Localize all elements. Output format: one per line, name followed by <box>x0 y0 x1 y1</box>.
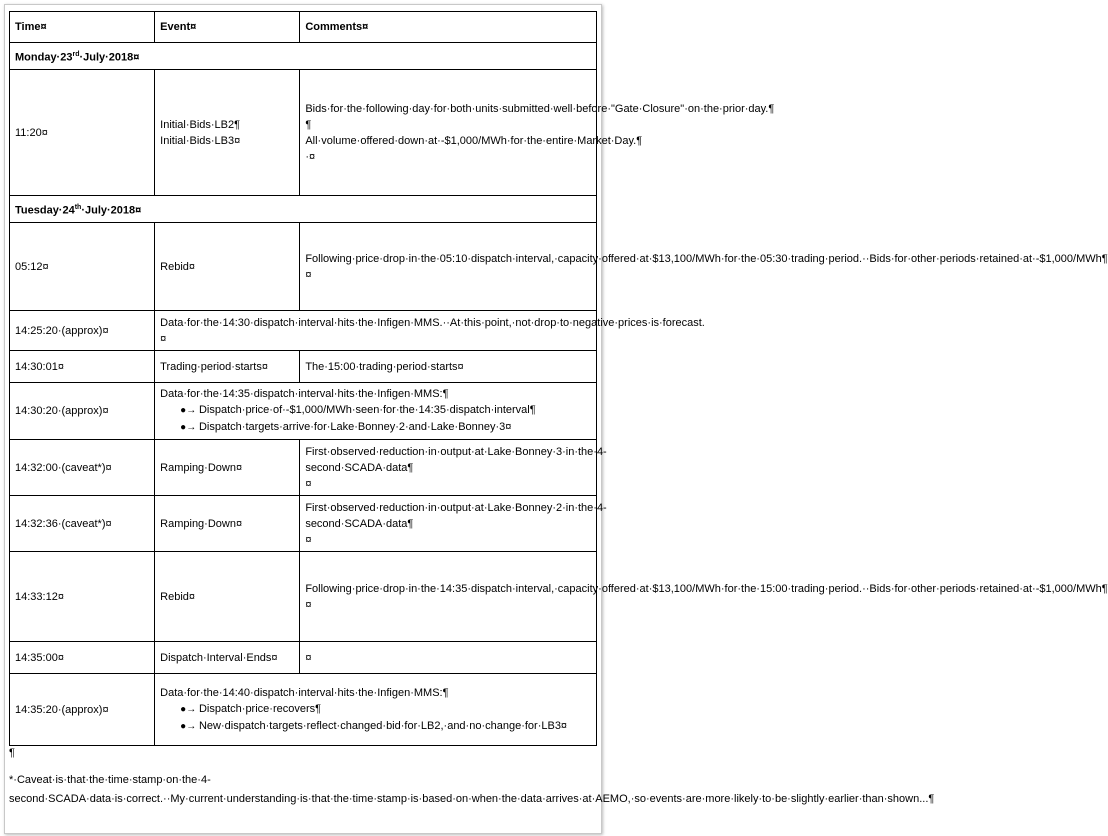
bullet-list <box>160 402 591 436</box>
header-time: Time¤ <box>10 12 155 43</box>
timeline-table <box>9 11 1108 746</box>
time-cell: 14:32:00·(caveat*)¤ <box>10 440 155 496</box>
event-cell: Rebid¤ <box>155 552 300 642</box>
event-cell: Ramping·Down¤ <box>155 440 300 496</box>
header-row <box>10 12 597 43</box>
bullet-list <box>160 701 591 735</box>
time-cell: 14:33:12¤ <box>10 552 155 642</box>
span-comment-cell: Data·for·the·14:30·dispatch·interval·hits·the·Infigen·MMS.··At·this·point,·not·drop·to·negative·prices·is·forecast.¤ <box>155 311 597 351</box>
event-cell: Initial·Bids·LB2¶ Initial·Bids·LB3¤ <box>155 70 300 196</box>
table-row <box>10 440 597 496</box>
time-cell: 14:35:20·(approx)¤ <box>10 674 155 746</box>
time-cell: 14:32:36·(caveat*)¤ <box>10 496 155 552</box>
comment-cell: Following·price·drop·in·the·05:10·dispatch·interval,·capacity·offered·at·$13,100/MWh·for·the·05:30·trading·period.··Bids·for·other·periods·retained·at·-$1,000/MWh¶ ¤ <box>300 223 597 311</box>
time-cell: 14:30:20·(approx)¤ <box>10 383 155 440</box>
section-tuesday: Tuesday·24th·July·2018¤ <box>10 196 597 223</box>
bullet-item: ●→ Dispatch·targets·arrive·for·Lake·Bonney·2·and·Lake·Bonney·3¤ <box>180 419 591 436</box>
time-cell: 14:25:20·(approx)¤ <box>10 311 155 351</box>
table-row <box>10 383 597 440</box>
bullet-item: ●→ New·dispatch·targets·reflect·changed·bid·for·LB2,·and·no·change·for·LB3¤ <box>180 718 591 735</box>
table-row <box>10 70 597 196</box>
header-event: Event¤ <box>155 12 300 43</box>
event-cell: Ramping·Down¤ <box>155 496 300 552</box>
header-comments: Comments¤ <box>300 12 597 43</box>
table-row <box>10 351 597 383</box>
footnote: *·Caveat·is·that·the·time·stamp·on·the·4-second·SCADA·data·is·correct.··My·current·understanding·is·that·the·time·stamp·is·based·on·when·the·data·arrives·at·AEMO,·so·events·are·more·likely·to·be·slightly·earlier·than·shown...¶ <box>9 774 935 805</box>
time-cell: 14:35:00¤ <box>10 642 155 674</box>
event-cell: Dispatch·Interval·Ends¤ <box>155 642 300 674</box>
time-cell: 14:30:01¤ <box>10 351 155 383</box>
comment-cell: The·15:00·trading·period·starts¤ <box>300 351 597 383</box>
span-comment-cell: Data·for·the·14:35·dispatch·interval·hits·the·Infigen·MMS:¶ ●→ Dispatch·price·of·-$1,000/MWh·seen·for·the·14:35·dispatch·interval¶ ●→ Dispatch·targets·arrive·for·Lake·Bonney·2·and·Lake·Bonney·3¤ <box>155 383 597 440</box>
event-cell: Rebid¤ <box>155 223 300 311</box>
comment-cell: ¤ <box>300 642 597 674</box>
table-row <box>10 674 597 746</box>
table-row <box>10 311 597 351</box>
table-row <box>10 496 597 552</box>
span-comment-cell: Data·for·the·14:40·dispatch·interval·hits·the·Infigen·MMS:¶ ●→ Dispatch·price·recovers¶ ●→ New·dispatch·targets·reflect·changed·bid·for·LB2,·and·no·change·for·LB3¤ <box>155 674 597 746</box>
comment-cell: First·observed·reduction·in·output·at·Lake·Bonney·2·in·the·4-second·SCADA·data¶ ¤ <box>300 496 597 552</box>
comment-cell: Following·price·drop·in·the·14:35·dispatch·interval,·capacity·offered·at·$13,100/MWh·for·the·15:00·trading·period.··Bids·for·other·periods·retained·at·-$1,000/MWh¶ ¤ <box>300 552 597 642</box>
bullet-item: ●→ Dispatch·price·of·-$1,000/MWh·seen·for·the·14:35·dispatch·interval¶ <box>180 402 591 419</box>
event-cell: Trading·period·starts¤ <box>155 351 300 383</box>
pilcrow: ¶ <box>9 747 15 759</box>
comment-cell: First·observed·reduction·in·output·at·Lake·Bonney·3·in·the·4-second·SCADA·data¶ ¤ <box>300 440 597 496</box>
footnote-area <box>9 744 935 809</box>
table-row <box>10 223 597 311</box>
time-cell: 11:20¤ <box>10 70 155 196</box>
table-row <box>10 552 597 642</box>
bullet-item: ●→ Dispatch·price·recovers¶ <box>180 701 591 718</box>
section-row-monday <box>10 43 597 70</box>
time-cell: 05:12¤ <box>10 223 155 311</box>
section-row-tuesday <box>10 196 597 223</box>
comment-cell: Bids·for·the·following·day·for·both·units·submitted·well·before·"Gate·Closure"·on·the·prior·day.¶ ¶ All·volume·offered·down·at·-$1,000/MWh·for·the·entire·Market·Day.¶ ·¤ <box>300 70 597 196</box>
table-row <box>10 642 597 674</box>
section-monday: Monday·23rd·July·2018¤ <box>10 43 597 70</box>
